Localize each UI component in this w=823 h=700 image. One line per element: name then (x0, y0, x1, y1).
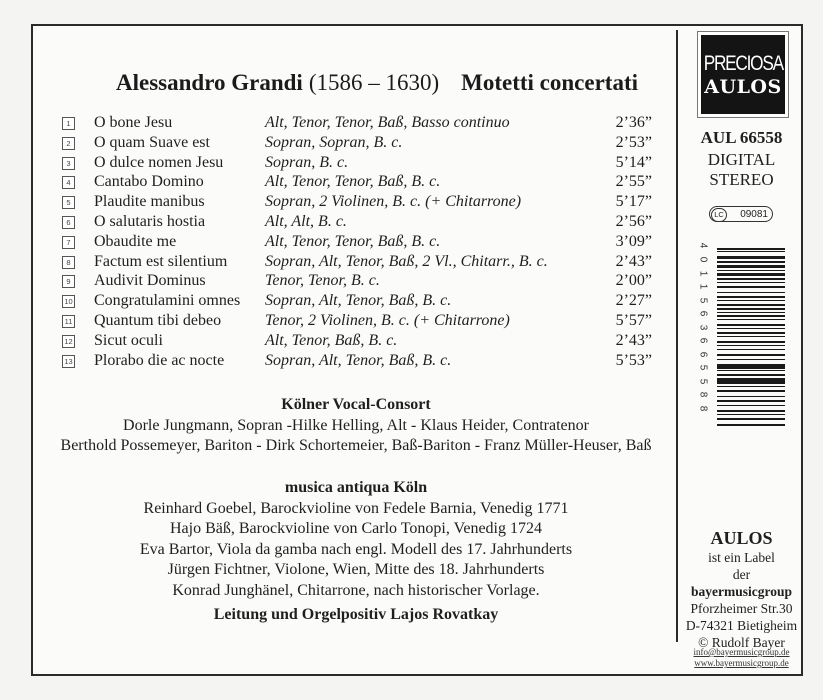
address-city: D-74321 Bietigheim (685, 618, 798, 633)
track-number-box: 13 (62, 355, 75, 368)
track-row (62, 252, 662, 272)
barcode-bar (717, 378, 785, 384)
composer-name: Alessandro Grandi (116, 70, 303, 95)
track-duration: 2’55” (615, 173, 652, 191)
track-duration: 5’53” (615, 351, 652, 369)
label-text: der (732, 567, 751, 582)
track-row (62, 351, 662, 371)
track-number-box: 8 (62, 256, 75, 269)
track-voices: Tenor, 2 Violinen, B. c. (+ Chitarrone) (265, 311, 510, 329)
track-row (62, 232, 662, 252)
barcode-bar (717, 286, 785, 288)
email-link[interactable]: info@bayermusicgroup.de (693, 647, 790, 657)
track-duration: 5’14” (615, 153, 652, 171)
track-title: O quam Suave est (94, 133, 210, 151)
barcode-bar (717, 251, 785, 252)
track-number-box: 6 (62, 216, 75, 229)
track-number-box: 10 (62, 295, 75, 308)
instrumental-ensemble-credits (36, 478, 676, 601)
label-name: AULOS (710, 528, 773, 548)
track-list (62, 113, 662, 370)
barcode-digit: 0 (697, 256, 709, 263)
track-duration: 2’00” (615, 272, 652, 290)
track-voices: Alt, Tenor, Tenor, Baß, B. c. (265, 232, 441, 250)
direction-credit: Leitung und Orgelpositiv Lajos Rovatkay (213, 606, 499, 623)
work-title: Motetti concertati (461, 70, 639, 95)
format-line-2: STEREO (709, 170, 774, 189)
track-voices: Sopran, 2 Violinen, B. c. (+ Chitarrone) (265, 193, 522, 211)
barcode-digit: 5 (697, 297, 709, 303)
vocal-ensemble-name: Kölner Vocal-Consort (281, 396, 431, 413)
track-title: Obaudite me (94, 232, 177, 250)
track-number-box: 2 (62, 137, 75, 150)
track-duration: 2’56” (615, 212, 652, 230)
barcode-bar (717, 308, 785, 310)
track-title: Sicut oculi (94, 331, 163, 349)
barcode-bar (717, 292, 785, 293)
barcode-bar (717, 282, 785, 283)
track-voices: Alt, Alt, B. c. (265, 212, 347, 230)
track-number-box: 5 (62, 196, 75, 209)
track-row (62, 153, 662, 173)
track-row (62, 331, 662, 351)
barcode-bars (717, 248, 785, 428)
barcode-digit: 6 (697, 337, 709, 344)
track-row (62, 172, 662, 192)
barcode-digits (697, 238, 710, 428)
track-title: O salutaris hostia (94, 212, 206, 230)
track-row (62, 212, 662, 232)
lc-icon: LC (711, 208, 727, 222)
barcode-digit: 1 (697, 283, 709, 290)
barcode-bar (717, 273, 785, 276)
barcode (697, 238, 780, 428)
track-duration: 2’43” (615, 331, 652, 349)
track-voices: Alt, Tenor, Tenor, Baß, Basso continuo (265, 114, 510, 131)
track-voices: Sopran, Alt, Tenor, Baß, B. c. (265, 292, 452, 310)
track-duration: 3’09” (615, 232, 652, 250)
recording-format (678, 150, 805, 190)
vocal-ensemble-credits (36, 395, 676, 457)
track-number-box: 3 (62, 157, 75, 170)
barcode-bar (717, 278, 785, 280)
track-row (62, 271, 662, 291)
barcode-digit: 1 (697, 270, 709, 276)
track-title: O bone Jesu (94, 114, 173, 131)
barcode-digit: 8 (697, 405, 709, 411)
barcode-bar (717, 414, 785, 415)
barcode-bar (717, 270, 785, 271)
track-duration: 2’43” (615, 252, 652, 270)
track-number-box: 11 (62, 315, 75, 328)
barcode-bar (717, 265, 785, 268)
barcode-bar (717, 396, 785, 397)
track-voices: Sopran, Alt, Tenor, Baß, 2 Vl., Chitarr., B. c. (265, 252, 548, 270)
barcode-digit: 6 (697, 310, 709, 317)
track-title: Audivit Dominus (94, 272, 206, 290)
copyright: © Rudolf Bayer (698, 635, 785, 650)
credit-line: Dorle Jungmann, Sopran -Hilke Helling, Alt - Klaus Heider, Contratenor (123, 416, 589, 434)
track-duration: 5’17” (615, 193, 652, 211)
barcode-digit: 6 (697, 351, 709, 357)
barcode-bar (717, 300, 785, 301)
track-voices: Sopran, Sopran, B. c. (265, 133, 403, 151)
track-number-box: 12 (62, 335, 75, 348)
barcode-bar (717, 374, 785, 376)
barcode-bar (717, 341, 785, 343)
barcode-bar (717, 261, 785, 263)
track-row (62, 192, 662, 212)
label-info (678, 528, 805, 651)
logo-line-1: PRECIOSA (703, 51, 783, 75)
barcode-bar (717, 315, 785, 317)
barcode-bar (717, 324, 785, 326)
track-row (62, 133, 662, 153)
credit-line: Konrad Junghänel, Chitarrone, nach historischer Vorlage. (172, 581, 540, 599)
barcode-bar (717, 349, 785, 350)
track-number-box: 1 (62, 117, 75, 130)
label-group: bayermusicgroup (690, 584, 792, 599)
barcode-bar (717, 345, 785, 346)
label-code-badge (709, 206, 773, 222)
barcode-bar (717, 312, 785, 313)
barcode-bar (717, 390, 785, 392)
barcode-bar (717, 424, 785, 426)
page-title (116, 70, 638, 96)
instrumental-ensemble-name: musica antiqua Köln (284, 479, 428, 496)
barcode-bar (717, 328, 785, 329)
track-row (62, 113, 662, 133)
barcode-bar (717, 359, 785, 360)
preciosa-aulos-logo (697, 31, 789, 118)
track-title: Congratulamini omnes (94, 292, 241, 310)
barcode-bar (717, 248, 785, 250)
label-text: ist ein Label (708, 550, 775, 565)
track-number-box: 9 (62, 275, 75, 288)
barcode-bar (717, 256, 785, 259)
credit-line: Jürgen Fichtner, Violone, Wien, Mitte des 18. Jahrhunderts (167, 561, 545, 578)
contact-links (678, 647, 805, 669)
track-voices: Sopran, B. c. (265, 153, 349, 171)
barcode-bar (717, 386, 785, 387)
track-title: Cantabo Domino (94, 173, 204, 191)
barcode-digit: 5 (697, 364, 709, 371)
barcode-bar (717, 410, 785, 412)
barcode-bar (717, 296, 785, 298)
track-title: Quantum tibi debeo (94, 311, 222, 329)
barcode-bar (717, 336, 785, 337)
track-voices: Alt, Tenor, Baß, B. c. (265, 331, 398, 349)
composer-dates: (1586 – 1630) (308, 70, 440, 95)
credit-line: Eva Bartor, Viola da gamba nach engl. Modell des 17. Jahrhunderts (139, 540, 573, 558)
track-voices: Sopran, Alt, Tenor, Baß, B. c. (265, 351, 452, 369)
track-voices: Alt, Tenor, Tenor, Baß, B. c. (265, 173, 441, 191)
track-title: Plaudite manibus (94, 193, 205, 211)
track-title: Factum est silentium (94, 252, 228, 270)
track-duration: 2’53” (615, 133, 652, 151)
barcode-bar (717, 304, 785, 306)
barcode-bar (717, 370, 785, 371)
barcode-bar (717, 319, 785, 320)
barcode-bar (717, 405, 785, 406)
barcode-bar (717, 364, 785, 369)
barcode-digit: 5 (697, 378, 709, 384)
barcode-bar (717, 354, 785, 356)
barcode-digit: 4 (697, 242, 709, 249)
track-duration: 2’36” (615, 114, 652, 131)
barcode-digit: 3 (697, 324, 709, 330)
barcode-bar (717, 418, 785, 420)
track-duration: 5’57” (615, 311, 652, 329)
track-number-box: 7 (62, 236, 75, 249)
track-title: O dulce nomen Jesu (94, 153, 224, 171)
track-number-box: 4 (62, 176, 75, 189)
track-title: Plorabo die ac nocte (94, 351, 225, 369)
barcode-bar (717, 332, 785, 334)
credit-line: Berthold Possemeyer, Bariton - Dirk Schortemeier, Baß-Bariton - Franz Müller-Heuser, Baß (60, 437, 652, 454)
credit-line: Reinhard Goebel, Barockvioline von Fedele Barnia, Venedig 1771 (143, 499, 569, 517)
catalog-number: AUL 66558 (700, 128, 783, 147)
logo-line-2: AULOS (704, 75, 782, 98)
barcode-digit: 8 (697, 391, 709, 398)
address-street: Pforzheimer Str.30 (690, 601, 793, 616)
track-row (62, 291, 662, 311)
track-duration: 2’27” (615, 292, 652, 310)
format-line-1: DIGITAL (707, 150, 776, 169)
label-code: 09081 (740, 209, 768, 220)
website-link[interactable]: www.bayermusicgroup.de (694, 658, 789, 668)
track-row (62, 311, 662, 331)
barcode-bar (717, 400, 785, 402)
credit-line: Hajo Bäß, Barockvioline von Carlo Tonopi, Venedig 1724 (169, 520, 542, 537)
track-voices: Tenor, Tenor, B. c. (265, 272, 380, 290)
